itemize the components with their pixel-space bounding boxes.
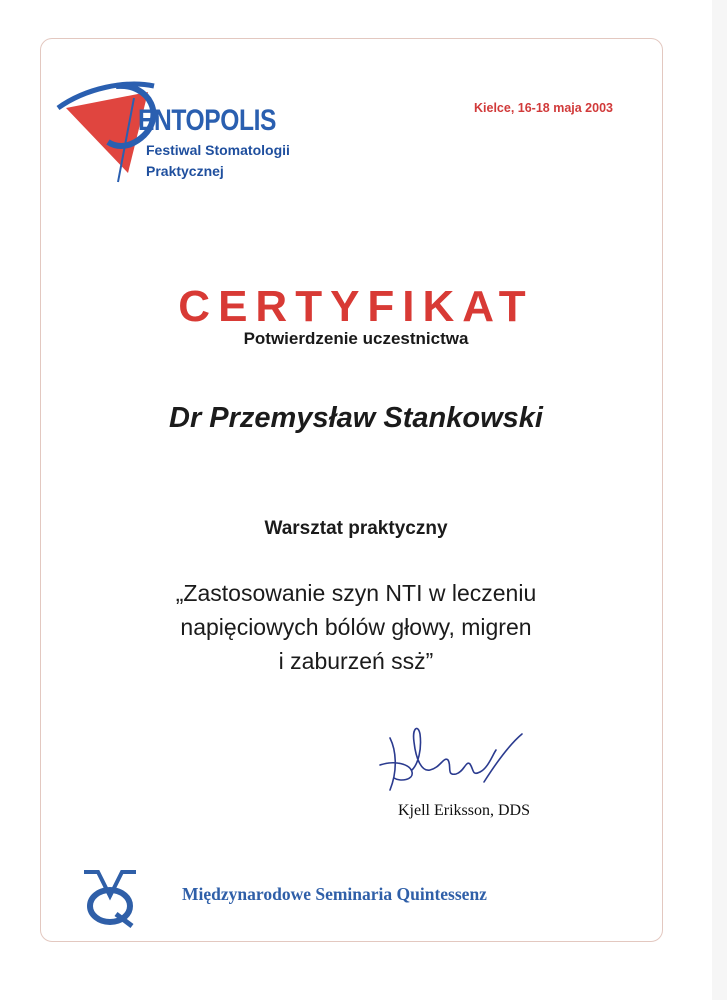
logo-subtitle-line1: Festiwal Stomatologii (146, 142, 290, 158)
topic-line: i zaburzeń ssż” (278, 648, 434, 674)
logo-subtitle-line2: Praktycznej (146, 163, 224, 179)
quintessenz-logo-icon (80, 866, 140, 928)
event-date: Kielce, 16-18 maja 2003 (474, 101, 613, 115)
workshop-type: Warsztat praktyczny (264, 518, 448, 539)
recipient-name: Dr Przemysław Stankowski (169, 402, 543, 434)
organizer-name: Międzynarodowe Seminaria Quintessenz (182, 884, 487, 904)
workshop-topic (0, 576, 712, 678)
signature-icon (360, 720, 530, 800)
topic-line: napięciowych bólów głowy, migren (180, 614, 532, 640)
certificate-title: CERTYFIKAT (178, 282, 534, 331)
signer-name: Kjell Eriksson, DDS (398, 802, 530, 819)
dentopolis-logo (56, 78, 316, 188)
logo-name: ENTOPOLIS (138, 104, 277, 137)
certificate-subtitle: Potwierdzenie uczestnictwa (243, 329, 469, 348)
topic-line: „Zastosowanie szyn NTI w leczeniu (175, 580, 537, 606)
